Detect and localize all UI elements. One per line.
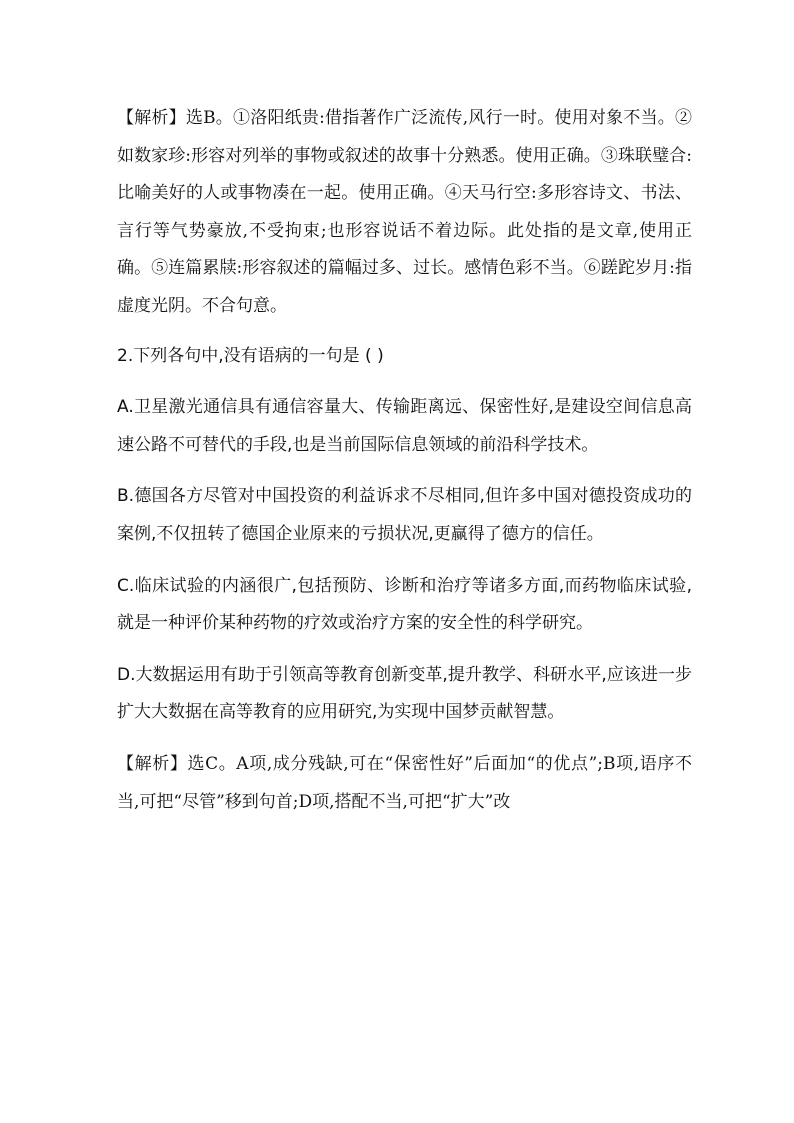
analysis-paragraph-1: 【解析】选B。①洛阳纸贵:借指著作广泛流传,风行一时。使用对象不当。②如数家珍:形容对列举的事物或叙述的故事十分熟悉。使用正确。③珠联璧合:比喻美好的人或事物凑在一起。使用正确。④天马行空:多形容诗文、书法、言行等气势豪放,不受拘束;也形容说话不着边际。此处指的是文章,使用正确。⑤连篇累牍:形容叙述的篇幅过多、过长。感情色彩不当。⑥蹉跎岁月:指虚度光阴。不合句意。	[117, 108, 692, 316]
option-c: C.临床试验的内涵很广,包括预防、诊断和治疗等诸多方面,而药物临床试验,就是一种评价某种药物的疗效或治疗方案的安全性的科学研究。	[117, 575, 692, 634]
document-body	[117, 100, 692, 821]
option-d: D.大数据运用有助于引领高等教育创新变革,提升教学、科研水平,应该进一步扩大大数据在高等教育的应用研究,为实现中国梦贡献智慧。	[117, 664, 692, 723]
option-a: A.卫星激光通信具有通信容量大、传输距离远、保密性好,是建设空间信息高速公路不可替代的手段,也是当前国际信息领域的前沿科学技术。	[117, 397, 692, 455]
question-2-stem: 2.下列各句中,没有语病的一句是 ( )	[117, 345, 384, 366]
option-b: B.德国各方尽管对中国投资的利益诉求不尽相同,但许多中国对德投资成功的案例,不仅扭转了德国企业原来的亏损状况,更赢得了德方的信任。	[117, 486, 692, 544]
analysis-paragraph-2: 【解析】选C。A项,成分残缺,可在“保密性好”后面加“的优点”;B项,语序不当,可把“尽管”移到句首;D项,搭配不当,可把“扩大”改	[117, 753, 692, 812]
